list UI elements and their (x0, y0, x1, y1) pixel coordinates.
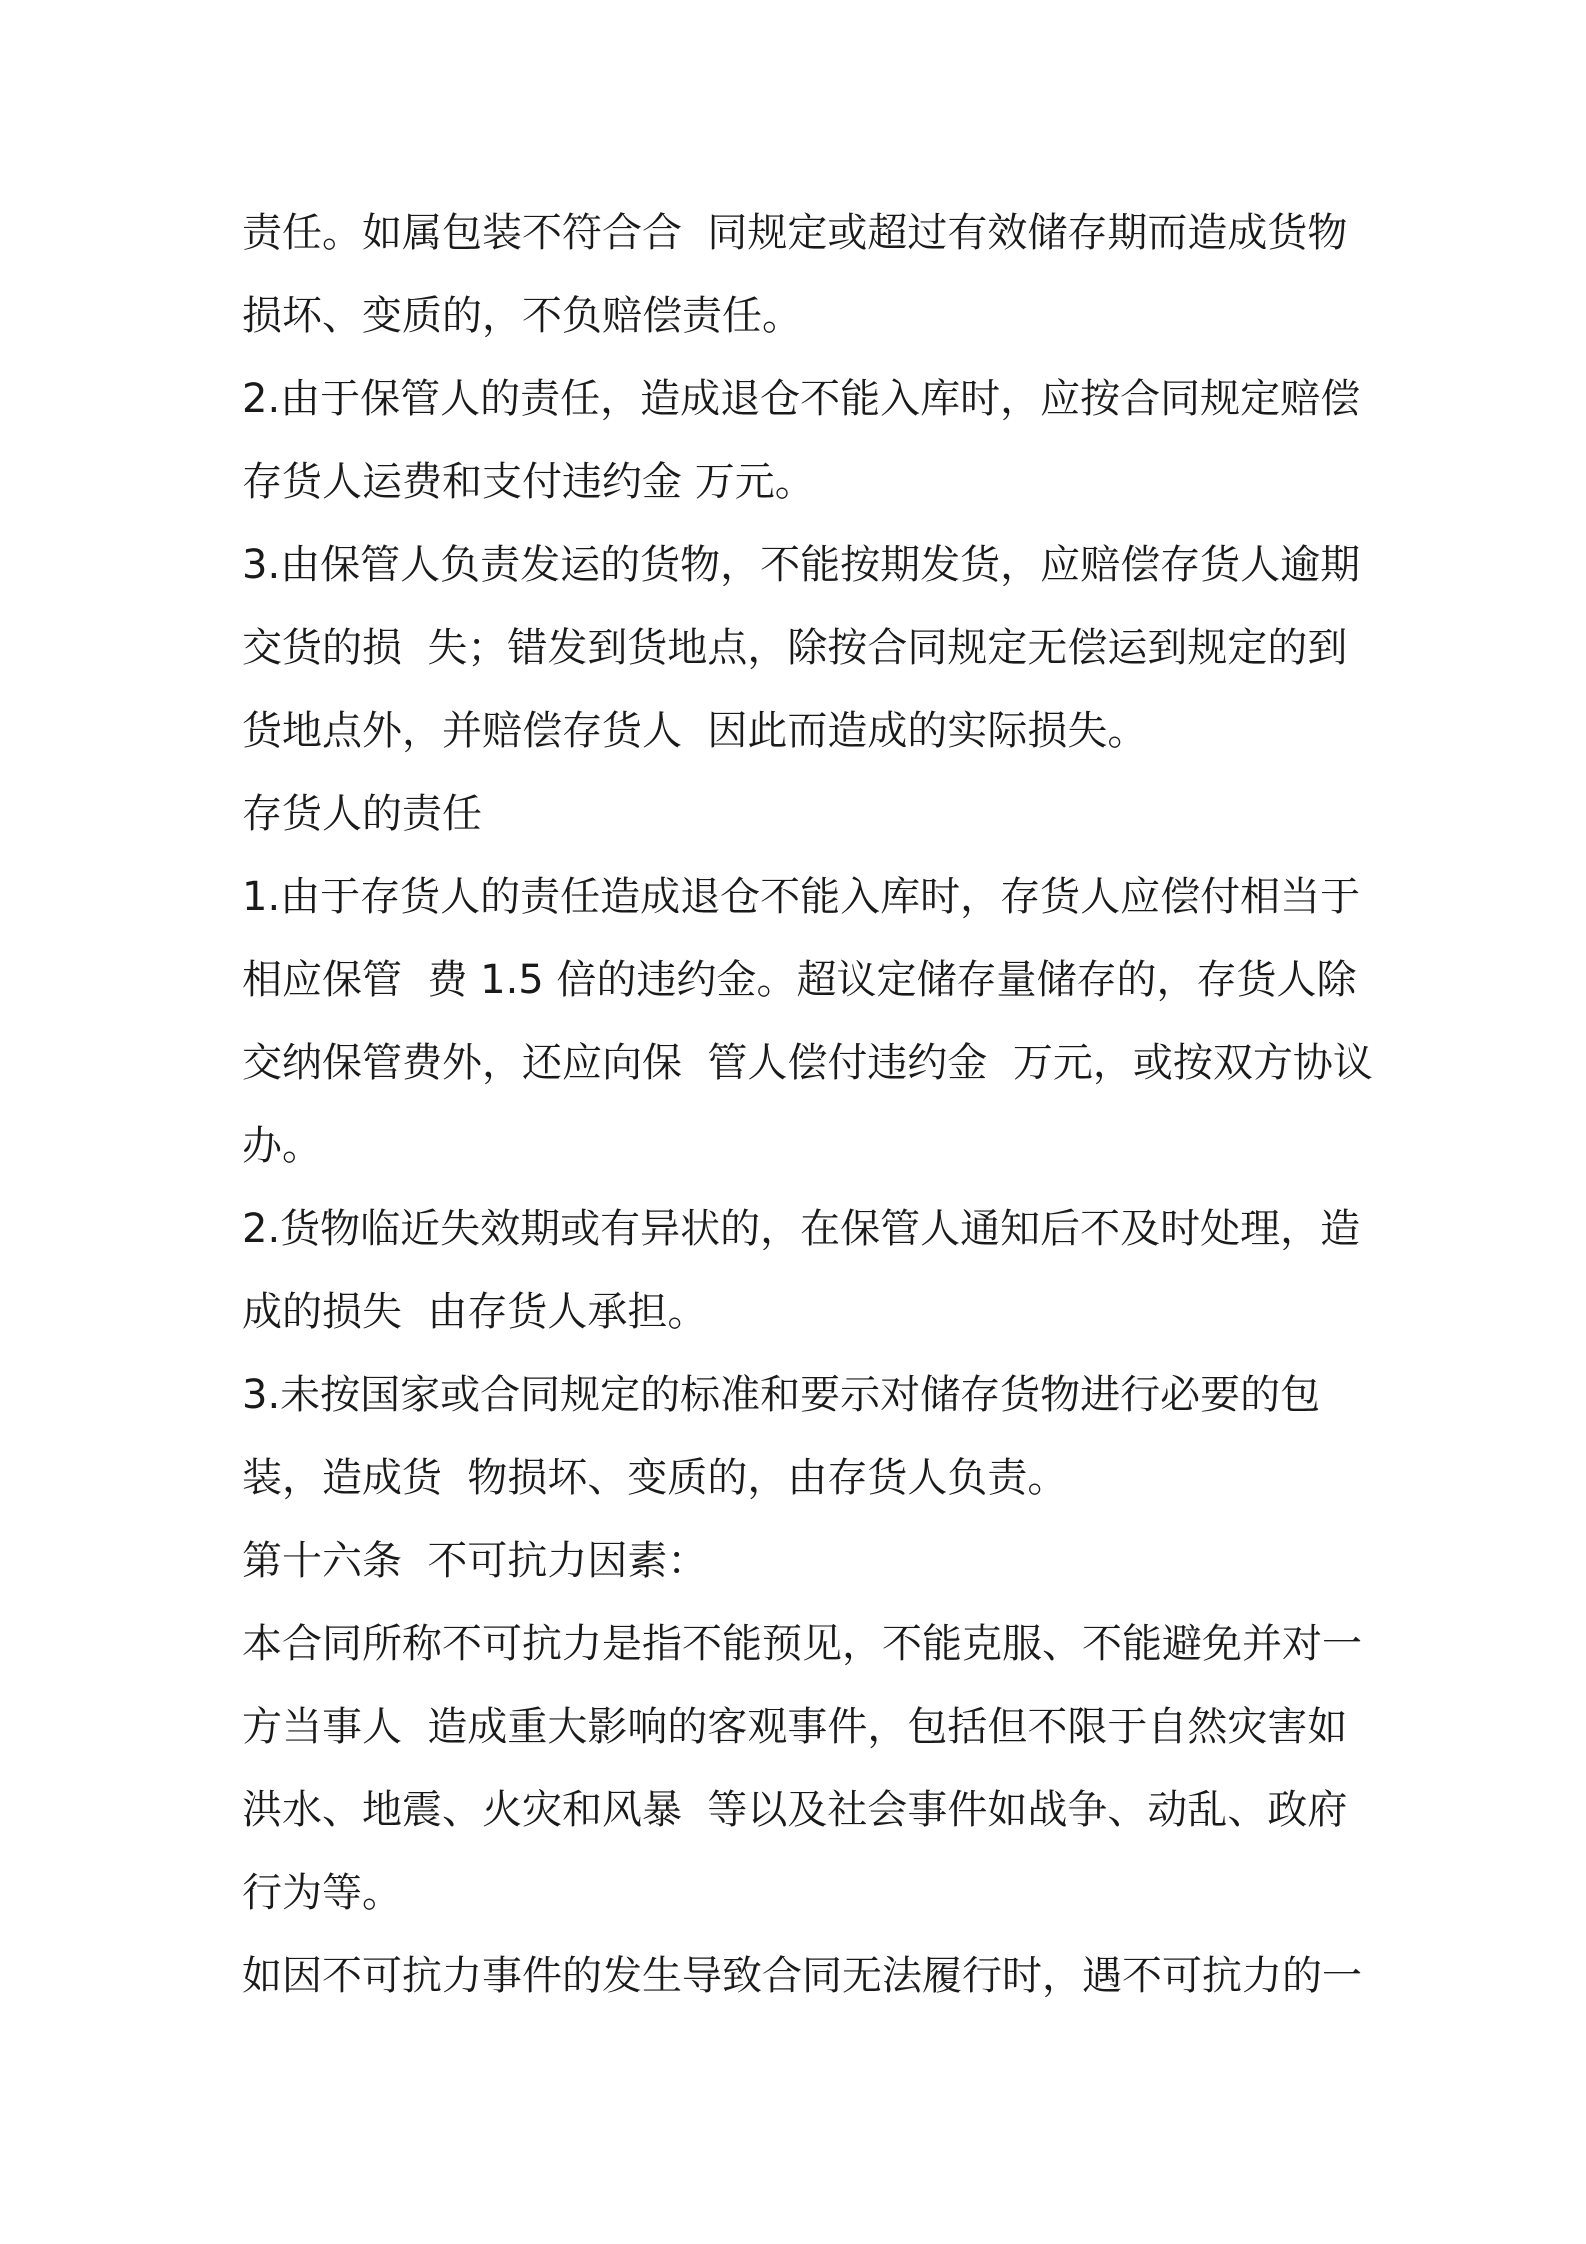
text-line: 行为等。 (242, 1870, 402, 1916)
text-line: 成的损失 由存货人承担。 (242, 1289, 708, 1335)
text-line: 2.由于保管人的责任，造成退仓不能入库时，应按合同规定赔偿 (242, 376, 1361, 422)
text-line: 交纳保管费外，还应向保 管人偿付违约金 万元，或按双方协议 (242, 1040, 1373, 1086)
text-line: 1.由于存货人的责任造成退仓不能入库时，存货人应偿付相当于 (242, 874, 1361, 920)
text-line: 如因不可抗力事件的发生导致合同无法履行时，遇不可抗力的一 (242, 1953, 1362, 1999)
article-heading: 第十六条 不可抗力因素： (242, 1538, 708, 1584)
text-line: 洪水、地震、火灾和风暴 等以及社会事件如战争、动乱、政府 (242, 1787, 1348, 1833)
text-line: 货地点外，并赔偿存货人 因此而造成的实际损失。 (242, 708, 1148, 754)
text-line: 损坏、变质的，不负赔偿责任。 (242, 293, 802, 339)
text-line: 交货的损 失；错发到货地点，除按合同规定无偿运到规定的到 (242, 625, 1348, 671)
text-line: 装，造成货 物损坏、变质的，由存货人负责。 (242, 1455, 1068, 1501)
text-line: 方当事人 造成重大影响的客观事件，包括但不限于自然灾害如 (242, 1704, 1348, 1750)
text-line: 本合同所称不可抗力是指不能预见，不能克服、不能避免并对一 (242, 1621, 1362, 1667)
text-line: 3.未按国家或合同规定的标准和要示对储存货物进行必要的包 (242, 1372, 1321, 1418)
section-heading: 存货人的责任 (242, 791, 482, 837)
text-line: 责任。如属包装不符合合 同规定或超过有效储存期而造成货物 (242, 210, 1348, 256)
text-line: 2.货物临近失效期或有异状的，在保管人通知后不及时处理，造 (242, 1206, 1361, 1252)
text-line: 3.由保管人负责发运的货物，不能按期发货，应赔偿存货人逾期 (242, 542, 1361, 588)
text-line: 存货人运费和支付违约金 万元。 (242, 459, 815, 505)
text-line: 相应保管 费 1.5 倍的违约金。超议定储存量储存的，存货人除 (242, 957, 1357, 1003)
contract-text (242, 192, 1373, 2018)
text-line: 办。 (242, 1123, 322, 1169)
